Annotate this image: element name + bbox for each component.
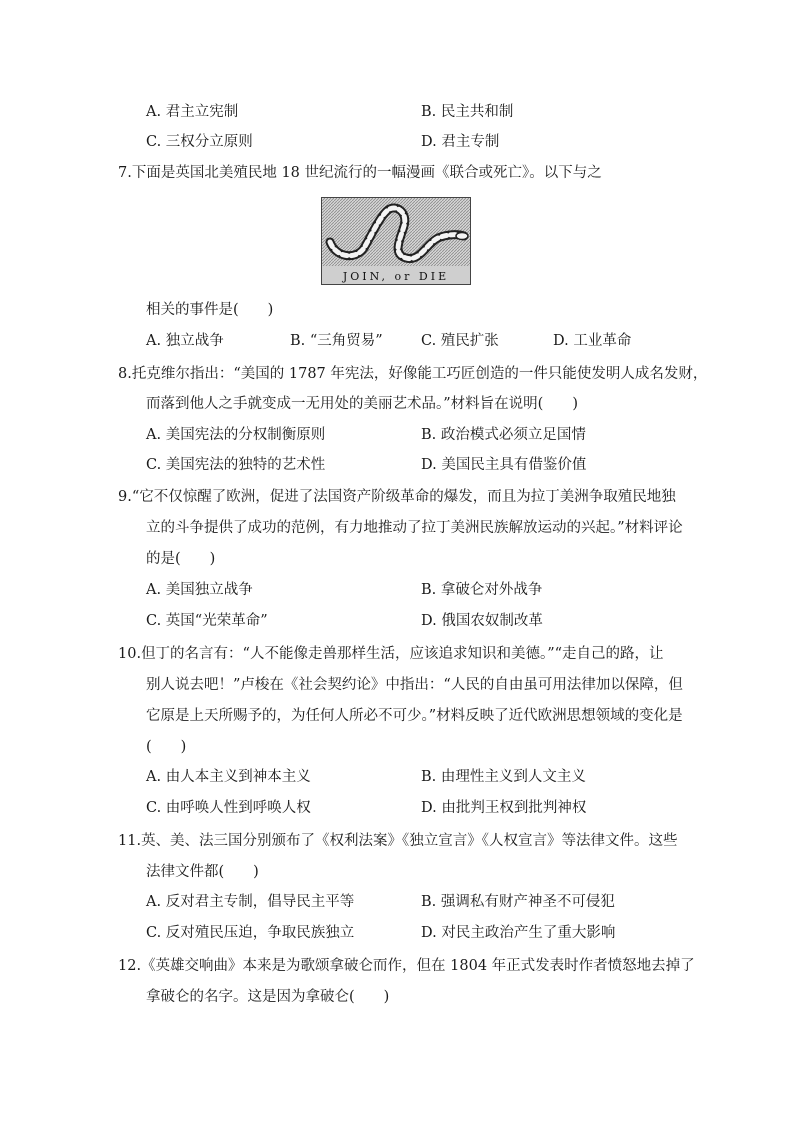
q10-option-d: D. 由批判王权到批判神权 xyxy=(421,800,587,816)
q6-option-b: B. 民主共和制 xyxy=(421,104,514,120)
q11-option-c: C. 反对殖民压迫，争取民族独立 xyxy=(146,925,355,941)
q9-option-c: C. 英国“光荣革命” xyxy=(146,613,268,629)
join-or-die-cartoon xyxy=(321,197,471,285)
cartoon-caption: JOIN, or DIE xyxy=(342,270,450,283)
q6-option-d: D. 君主专制 xyxy=(421,134,500,150)
q7-option-b: B. “三角贸易” xyxy=(290,333,383,349)
q9-stem-line3: 的是( ) xyxy=(146,551,216,567)
join-or-die-snake-icon xyxy=(322,198,470,284)
q10-stem-line3: 它原是上天所赐予的，为任何人所必不可少。”材料反映了近代欧洲思想领域的变化是 xyxy=(146,708,683,724)
q7-option-a: A. 独立战争 xyxy=(146,333,224,349)
q10-option-b: B. 由理性主义到人文主义 xyxy=(421,769,586,785)
q7-stem-line2: 相关的事件是( ) xyxy=(146,302,274,318)
q9-option-b: B. 拿破仑对外战争 xyxy=(421,582,543,598)
q9-option-d: D. 俄国农奴制改革 xyxy=(421,613,543,629)
q10-stem-line4: ( ) xyxy=(146,739,187,755)
q9-option-a: A. 美国独立战争 xyxy=(146,582,253,598)
q8-option-b: B. 政治模式必须立足国情 xyxy=(421,427,586,443)
q11-option-a: A. 反对君主专制，倡导民主平等 xyxy=(146,894,355,910)
q8-stem-line1: 8.托克维尔指出：“美国的 1787 年宪法，好像能工巧匠创造的一件只能使发明人成名发财， xyxy=(118,366,708,382)
q12-stem-line2: 拿破仑的名字。这是因为拿破仑( ) xyxy=(146,989,390,1005)
q6-option-a: A. 君主立宪制 xyxy=(146,104,239,120)
q8-option-a: A. 美国宪法的分权制衡原则 xyxy=(146,427,326,443)
q9-stem-line2: 立的斗争提供了成功的范例，有力地推动了拉丁美洲民族解放运动的兴起。”材料评论 xyxy=(146,520,683,536)
q11-stem-line1: 11.英、美、法三国分别颁布了《权利法案》《独立宣言》《人权宣言》等法律文件。这些 xyxy=(118,833,678,849)
q7-option-c: C. 殖民扩张 xyxy=(421,333,499,349)
q8-option-d: D. 美国民主具有借鉴价值 xyxy=(421,457,587,473)
q11-option-d: D. 对民主政治产生了重大影响 xyxy=(421,925,616,941)
q10-stem-line2: 别人说去吧！”卢梭在《社会契约论》中指出：“人民的自由虽可用法律加以保障，但 xyxy=(146,677,683,693)
q10-option-c: C. 由呼唤人性到呼唤人权 xyxy=(146,800,311,816)
q10-stem-line1: 10.但丁的名言有：“人不能像走兽那样生活，应该追求知识和美德。”“走自己的路，让 xyxy=(118,646,664,662)
q10-option-a: A. 由人本主义到神本主义 xyxy=(146,769,311,785)
q12-stem-line1: 12.《英雄交响曲》本来是为歌颂拿破仑而作，但在 1804 年正式发表时作者愤怒地去掉了 xyxy=(118,958,695,974)
q7-option-d: D. 工业革命 xyxy=(553,333,632,349)
q8-stem-line2: 而落到他人之手就变成一无用处的美丽艺术品。”材料旨在说明( ) xyxy=(146,396,578,412)
q11-stem-line2: 法律文件都( ) xyxy=(146,864,259,880)
q8-option-c: C. 美国宪法的独特的艺术性 xyxy=(146,457,326,473)
q11-option-b: B. 强调私有财产神圣不可侵犯 xyxy=(421,894,615,910)
q7-stem-line1: 7.下面是英国北美殖民地 18 世纪流行的一幅漫画《联合或死亡》。以下与之 xyxy=(118,165,602,181)
q6-option-c: C. 三权分立原则 xyxy=(146,134,253,150)
q9-stem-line1: 9.“它不仅惊醒了欧洲，促进了法国资产阶级革命的爆发，而且为拉丁美洲争取殖民地独 xyxy=(118,489,676,505)
